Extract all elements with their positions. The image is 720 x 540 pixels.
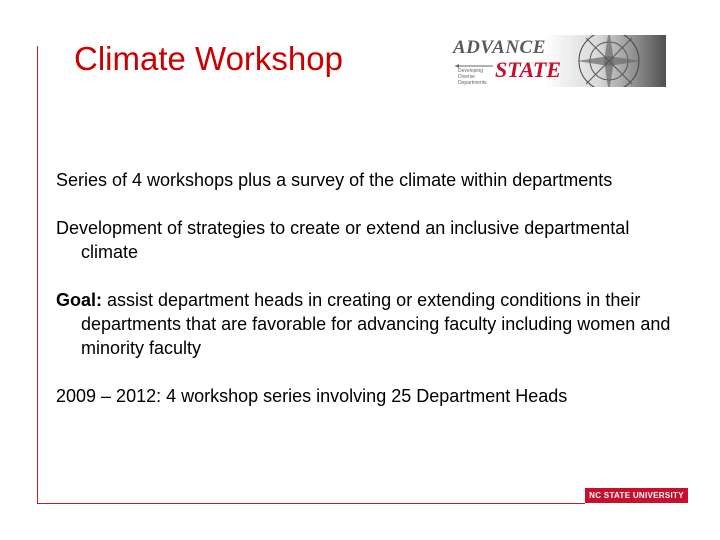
nc-state-university-logo: NC STATE UNIVERSITY	[585, 488, 688, 503]
advance-state-logo	[449, 35, 666, 87]
logo-advance-text: ADVANCE	[453, 37, 546, 58]
goal-label: Goal:	[56, 290, 103, 310]
slide-title: Climate Workshop	[74, 40, 343, 77]
bullet-workshops: Series of 4 workshops plus a survey of the climate within departments	[56, 170, 613, 190]
bottom-border-line	[37, 503, 585, 504]
logo-state-text: STATE	[495, 57, 562, 82]
left-border-line	[37, 46, 38, 504]
bullet-strategies: Development of strategies to create or extend an inclusive departmental climate	[56, 218, 630, 262]
slide-body	[56, 168, 686, 432]
bullet-goal	[56, 288, 686, 360]
logo-tagline: Developing Diverse Departments	[458, 68, 487, 86]
goal-text: assist department heads in creating or extending conditions in their departments that are favorable for advancing faculty including women and minority faculty	[81, 290, 671, 358]
bullet-timeline: 2009 – 2012: 4 workshop series involving 25 Department Heads	[56, 386, 568, 406]
